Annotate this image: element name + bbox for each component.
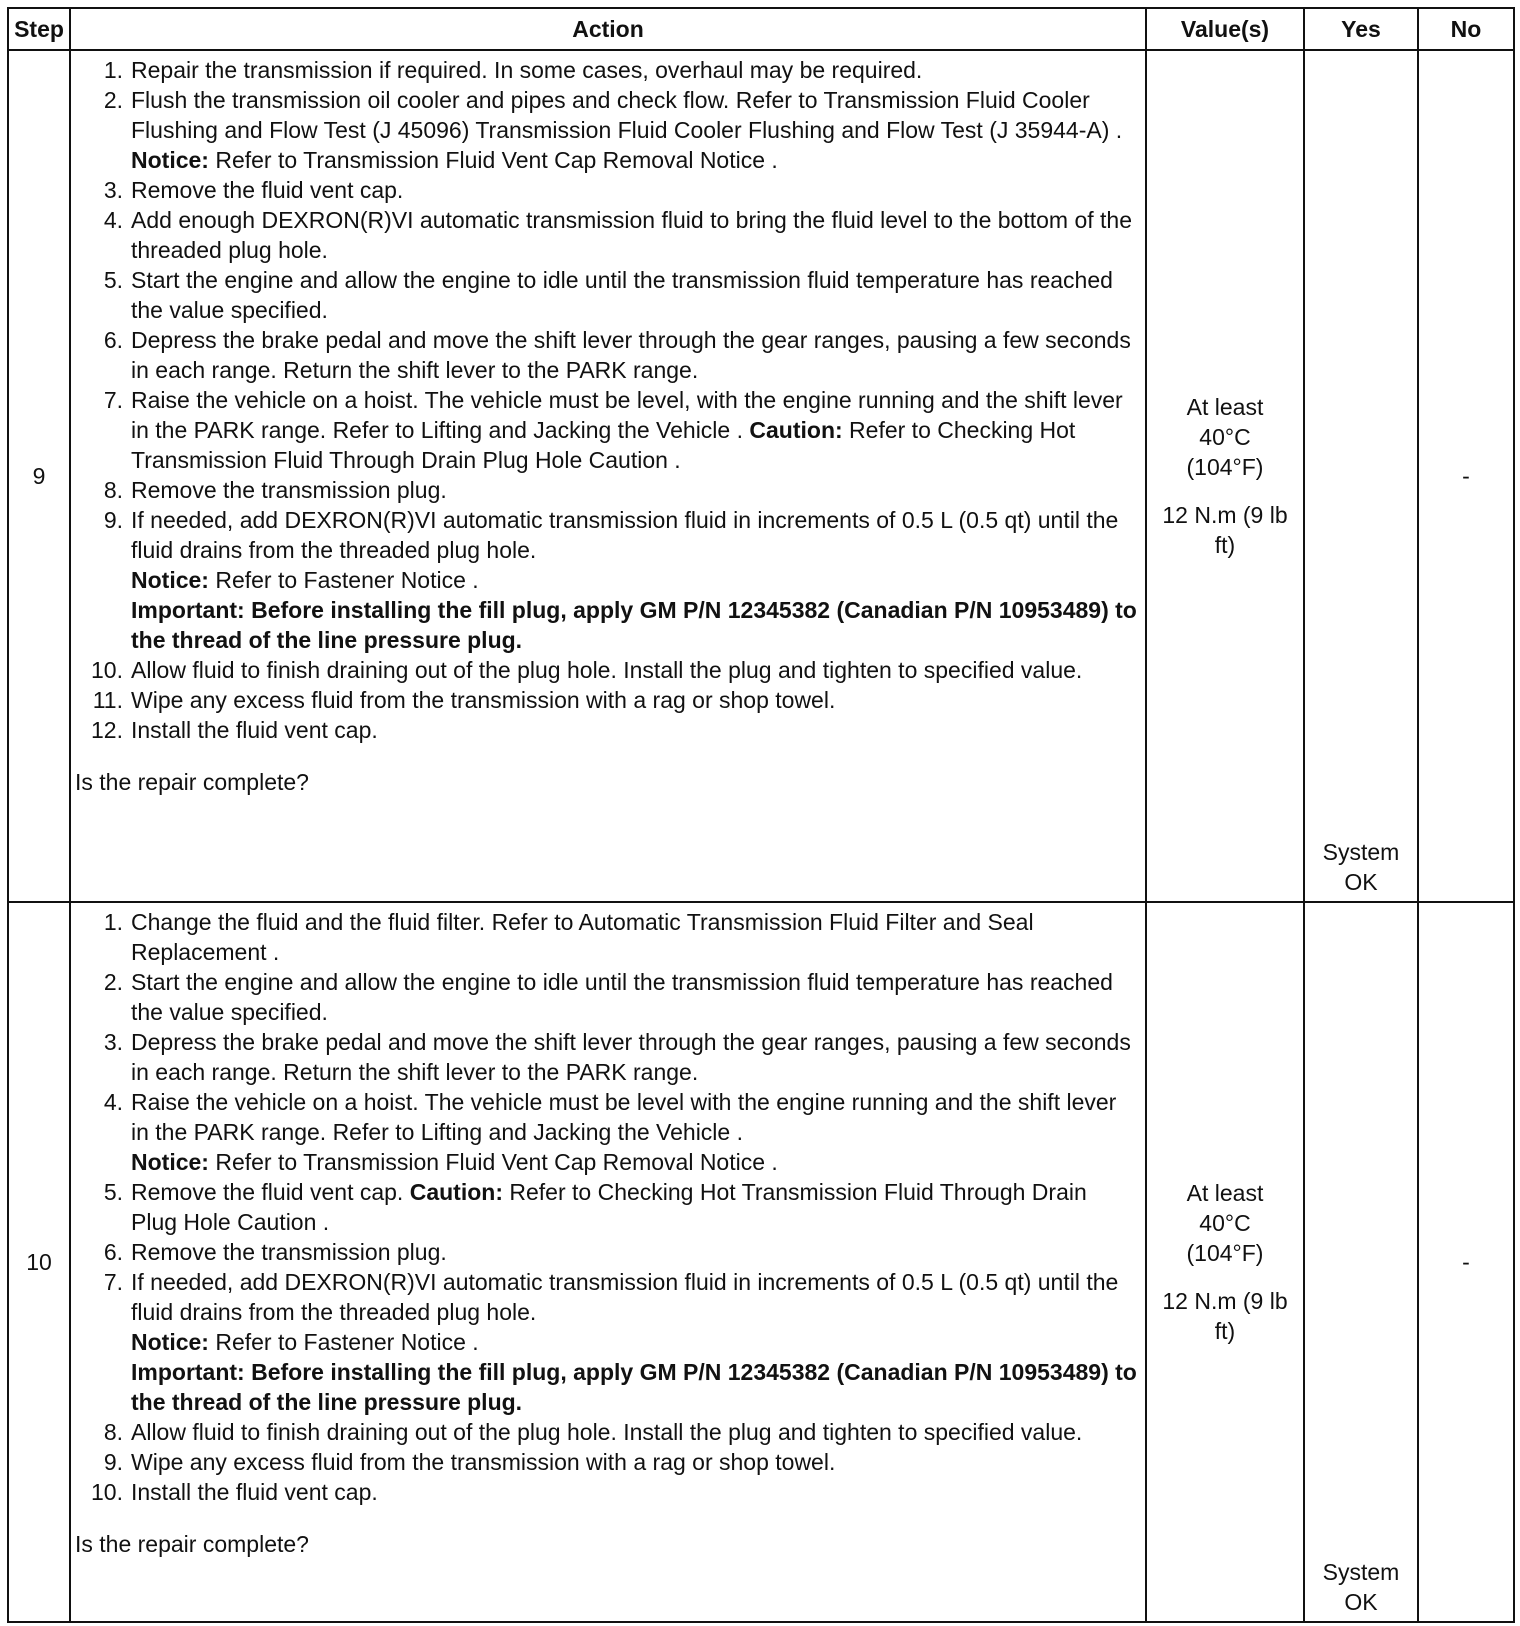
action-item-text [131,907,1137,967]
temperature-value-line: At least [1186,394,1264,420]
yes-cell [1304,50,1418,902]
action-item-number: 2. [103,87,123,113]
action-item-emphasis: Caution: [749,417,843,443]
action-item-fragment: Remove the fluid vent cap. [131,177,404,203]
action-cell [70,902,1146,1622]
action-item-number: 6. [103,1239,123,1265]
action-item [75,205,1137,265]
action-item [75,1087,1137,1177]
action-item [75,1027,1137,1087]
action-item-fragment: Refer to Checking Hot Transmission Fluid Through Drain Plug Hole Caution . [131,417,1076,473]
action-item-number: 3. [103,1029,123,1055]
action-item-text [131,265,1137,325]
action-item-text [131,475,1137,505]
action-item-fragment: Remove the fluid vent cap. [131,1179,410,1205]
action-item-text [131,85,1137,175]
action-item-text [131,1417,1137,1447]
action-item-emphasis: Notice: [131,1149,209,1175]
action-item [75,505,1137,655]
step-number: 9 [8,50,70,902]
action-item-number: 4. [103,1089,123,1115]
action-item [75,685,1137,715]
action-item-fragment: Start the engine and allow the engine to idle until the transmission fluid temperature has reached the value specified. [131,267,1113,323]
action-item-fragment: Add enough DEXRON(R)VI automatic transmission fluid to bring the fluid level to the bottom of the threaded plug hole. [131,207,1133,263]
action-item [75,715,1137,745]
question-text: Is the repair complete? [75,1531,309,1557]
action-item [75,475,1137,505]
action-item-emphasis: Notice: [131,1329,209,1355]
action-item-fragment: Wipe any excess fluid from the transmission with a rag or shop towel. [131,687,836,713]
torque-value-line: 12 N.m (9 lb [1162,502,1288,528]
yes-cell [1304,902,1418,1622]
question-text: Is the repair complete? [75,769,309,795]
action-item-fragment: Allow fluid to finish draining out of the plug hole. Install the plug and tighten to specified value. [131,657,1083,683]
action-item-number: 10. [91,657,123,683]
action-item [75,1417,1137,1447]
action-item-text [131,655,1137,685]
action-item-text [131,55,1137,85]
no-cell: - [1418,50,1514,902]
action-item-text [131,1087,1137,1177]
action-list [75,907,1137,1507]
table-row-step-10 [8,902,1514,1622]
action-item-number: 5. [103,1179,123,1205]
temperature-value-line: 40°C [1199,1210,1251,1236]
action-item-emphasis: Notice: [131,567,209,593]
action-item-number: 4. [103,207,123,233]
action-item-number: 3. [103,177,123,203]
yes-result-line: System [1322,1559,1400,1585]
action-item-text [131,967,1137,1027]
temperature-value-line: (104°F) [1186,1240,1264,1266]
action-item-fragment: Refer to Transmission Fluid Vent Cap Removal Notice . [208,1149,778,1175]
value-spacer [1155,1268,1295,1286]
temperature-value-line: (104°F) [1186,454,1264,480]
diagnostic-table [7,7,1515,1623]
action-item-number: 9. [103,1449,123,1475]
values-cell [1146,50,1304,902]
yes-result-line: System [1322,839,1400,865]
action-item-text [131,385,1137,475]
header-yes: Yes [1304,8,1418,50]
action-item-text [131,1027,1137,1087]
action-item-emphasis: Caution: [409,1179,503,1205]
action-item-number: 1. [103,57,123,83]
action-item-fragment: Change the fluid and the fluid filter. Refer to Automatic Transmission Fluid Filter and Seal Replacement . [131,909,1034,965]
action-item-fragment: Refer to Transmission Fluid Vent Cap Removal Notice . [208,147,778,173]
table-row-step-9 [8,50,1514,902]
action-item [75,55,1137,85]
step-number: 10 [8,902,70,1622]
action-item [75,1237,1137,1267]
action-item-fragment: Install the fluid vent cap. [131,1479,378,1505]
action-item-fragment: Refer to Checking Hot Transmission Fluid Through Drain Plug Hole Caution . [131,1179,1087,1235]
action-item [75,1177,1137,1237]
header-action: Action [70,8,1146,50]
action-item-text [131,715,1137,745]
action-list [75,55,1137,745]
yes-result-line: OK [1344,869,1378,895]
action-item-number: 7. [103,1269,123,1295]
action-item-number: 11. [92,687,123,713]
action-item-number: 10. [91,1479,123,1505]
action-item-text [131,1477,1137,1507]
action-item-fragment: Depress the brake pedal and move the shift lever through the gear ranges, pausing a few seconds in each range. Return the shift lever to the PARK range. [131,327,1131,383]
action-item [75,265,1137,325]
action-cell [70,50,1146,902]
action-item-fragment: Remove the transmission plug. [131,1239,447,1265]
action-item-number: 2. [103,969,123,995]
header-no: No [1418,8,1514,50]
action-item [75,385,1137,475]
yes-result-line: OK [1344,1589,1378,1615]
header-row [8,8,1514,50]
action-item-text [131,1447,1137,1477]
action-item-number: 7. [103,387,123,413]
value-spacer [1155,482,1295,500]
action-item-fragment: Remove the transmission plug. [131,477,447,503]
temperature-value-line: 40°C [1199,424,1251,450]
action-item-number: 8. [103,1419,123,1445]
action-item-fragment: Allow fluid to finish draining out of the plug hole. Install the plug and tighten to specified value. [131,1419,1083,1445]
torque-value-line: ft) [1214,1318,1236,1344]
action-item [75,1477,1137,1507]
action-item-text [131,1267,1137,1417]
action-item-text [131,1237,1137,1267]
action-item-text [131,175,1137,205]
values-cell [1146,902,1304,1622]
action-item-text [131,205,1137,265]
action-item-number: 6. [103,327,123,353]
action-item [75,655,1137,685]
action-item-number: 9. [103,507,123,533]
torque-value-line: 12 N.m (9 lb [1162,1288,1288,1314]
action-item [75,967,1137,1027]
header-step: Step [8,8,70,50]
action-item-number: 1. [103,909,123,935]
action-item-text [131,325,1137,385]
action-item-fragment: Refer to Fastener Notice . [208,1329,479,1355]
action-item-fragment: Depress the brake pedal and move the shift lever through the gear ranges, pausing a few seconds in each range. Return the shift lever to the PARK range. [131,1029,1131,1085]
action-item [75,325,1137,385]
temperature-value-line: At least [1186,1180,1264,1206]
action-item-number: 5. [103,267,123,293]
action-item-number: 8. [103,477,123,503]
action-item-emphasis: Important: Before installing the fill plug, apply GM P/N 12345382 (Canadian P/N 10953489) to the thread of the line pressure plug. [131,597,1137,653]
action-item [75,907,1137,967]
action-item-text [131,1177,1137,1237]
header-values: Value(s) [1146,8,1304,50]
action-item-fragment: Repair the transmission if required. In some cases, overhaul may be required. [131,57,923,83]
action-item-emphasis: Notice: [131,147,209,173]
action-item-emphasis: Important: Before installing the fill plug, apply GM P/N 12345382 (Canadian P/N 10953489) to the thread of the line pressure plug. [131,1359,1137,1415]
action-item-text [131,685,1137,715]
action-item [75,85,1137,175]
action-item-fragment: If needed, add DEXRON(R)VI automatic transmission fluid in increments of 0.5 L (0.5 qt) until the fluid drains from the threaded plug hole. [131,507,1119,563]
action-item [75,1447,1137,1477]
action-item-fragment: Raise the vehicle on a hoist. The vehicle must be level with the engine running and the shift lever in the PARK range. Refer to Lifting and Jacking the Vehicle . [131,1089,1117,1145]
action-item-fragment: Start the engine and allow the engine to idle until the transmission fluid temperature has reached the value specified. [131,969,1113,1025]
action-item [75,175,1137,205]
action-item-number: 12. [91,717,123,743]
action-item [75,1267,1137,1417]
no-cell: - [1418,902,1514,1622]
action-item-fragment: Wipe any excess fluid from the transmission with a rag or shop towel. [131,1449,836,1475]
action-item-fragment: Raise the vehicle on a hoist. The vehicle must be level, with the engine running and the shift lever in the PARK range. Refer to Lifting and Jacking the Vehicle . [131,387,1123,443]
torque-value-line: ft) [1214,532,1236,558]
action-item-fragment: Flush the transmission oil cooler and pipes and check flow. Refer to Transmission Fluid Cooler Flushing and Flow Test (J 45096) Transmission Fluid Cooler Flushing and Flow Test (J 35944-A) . [131,87,1123,143]
action-item-fragment: If needed, add DEXRON(R)VI automatic transmission fluid in increments of 0.5 L (0.5 qt) until the fluid drains from the threaded plug hole. [131,1269,1119,1325]
action-item-fragment: Install the fluid vent cap. [131,717,378,743]
action-item-text [131,505,1137,655]
action-item-fragment: Refer to Fastener Notice . [208,567,479,593]
